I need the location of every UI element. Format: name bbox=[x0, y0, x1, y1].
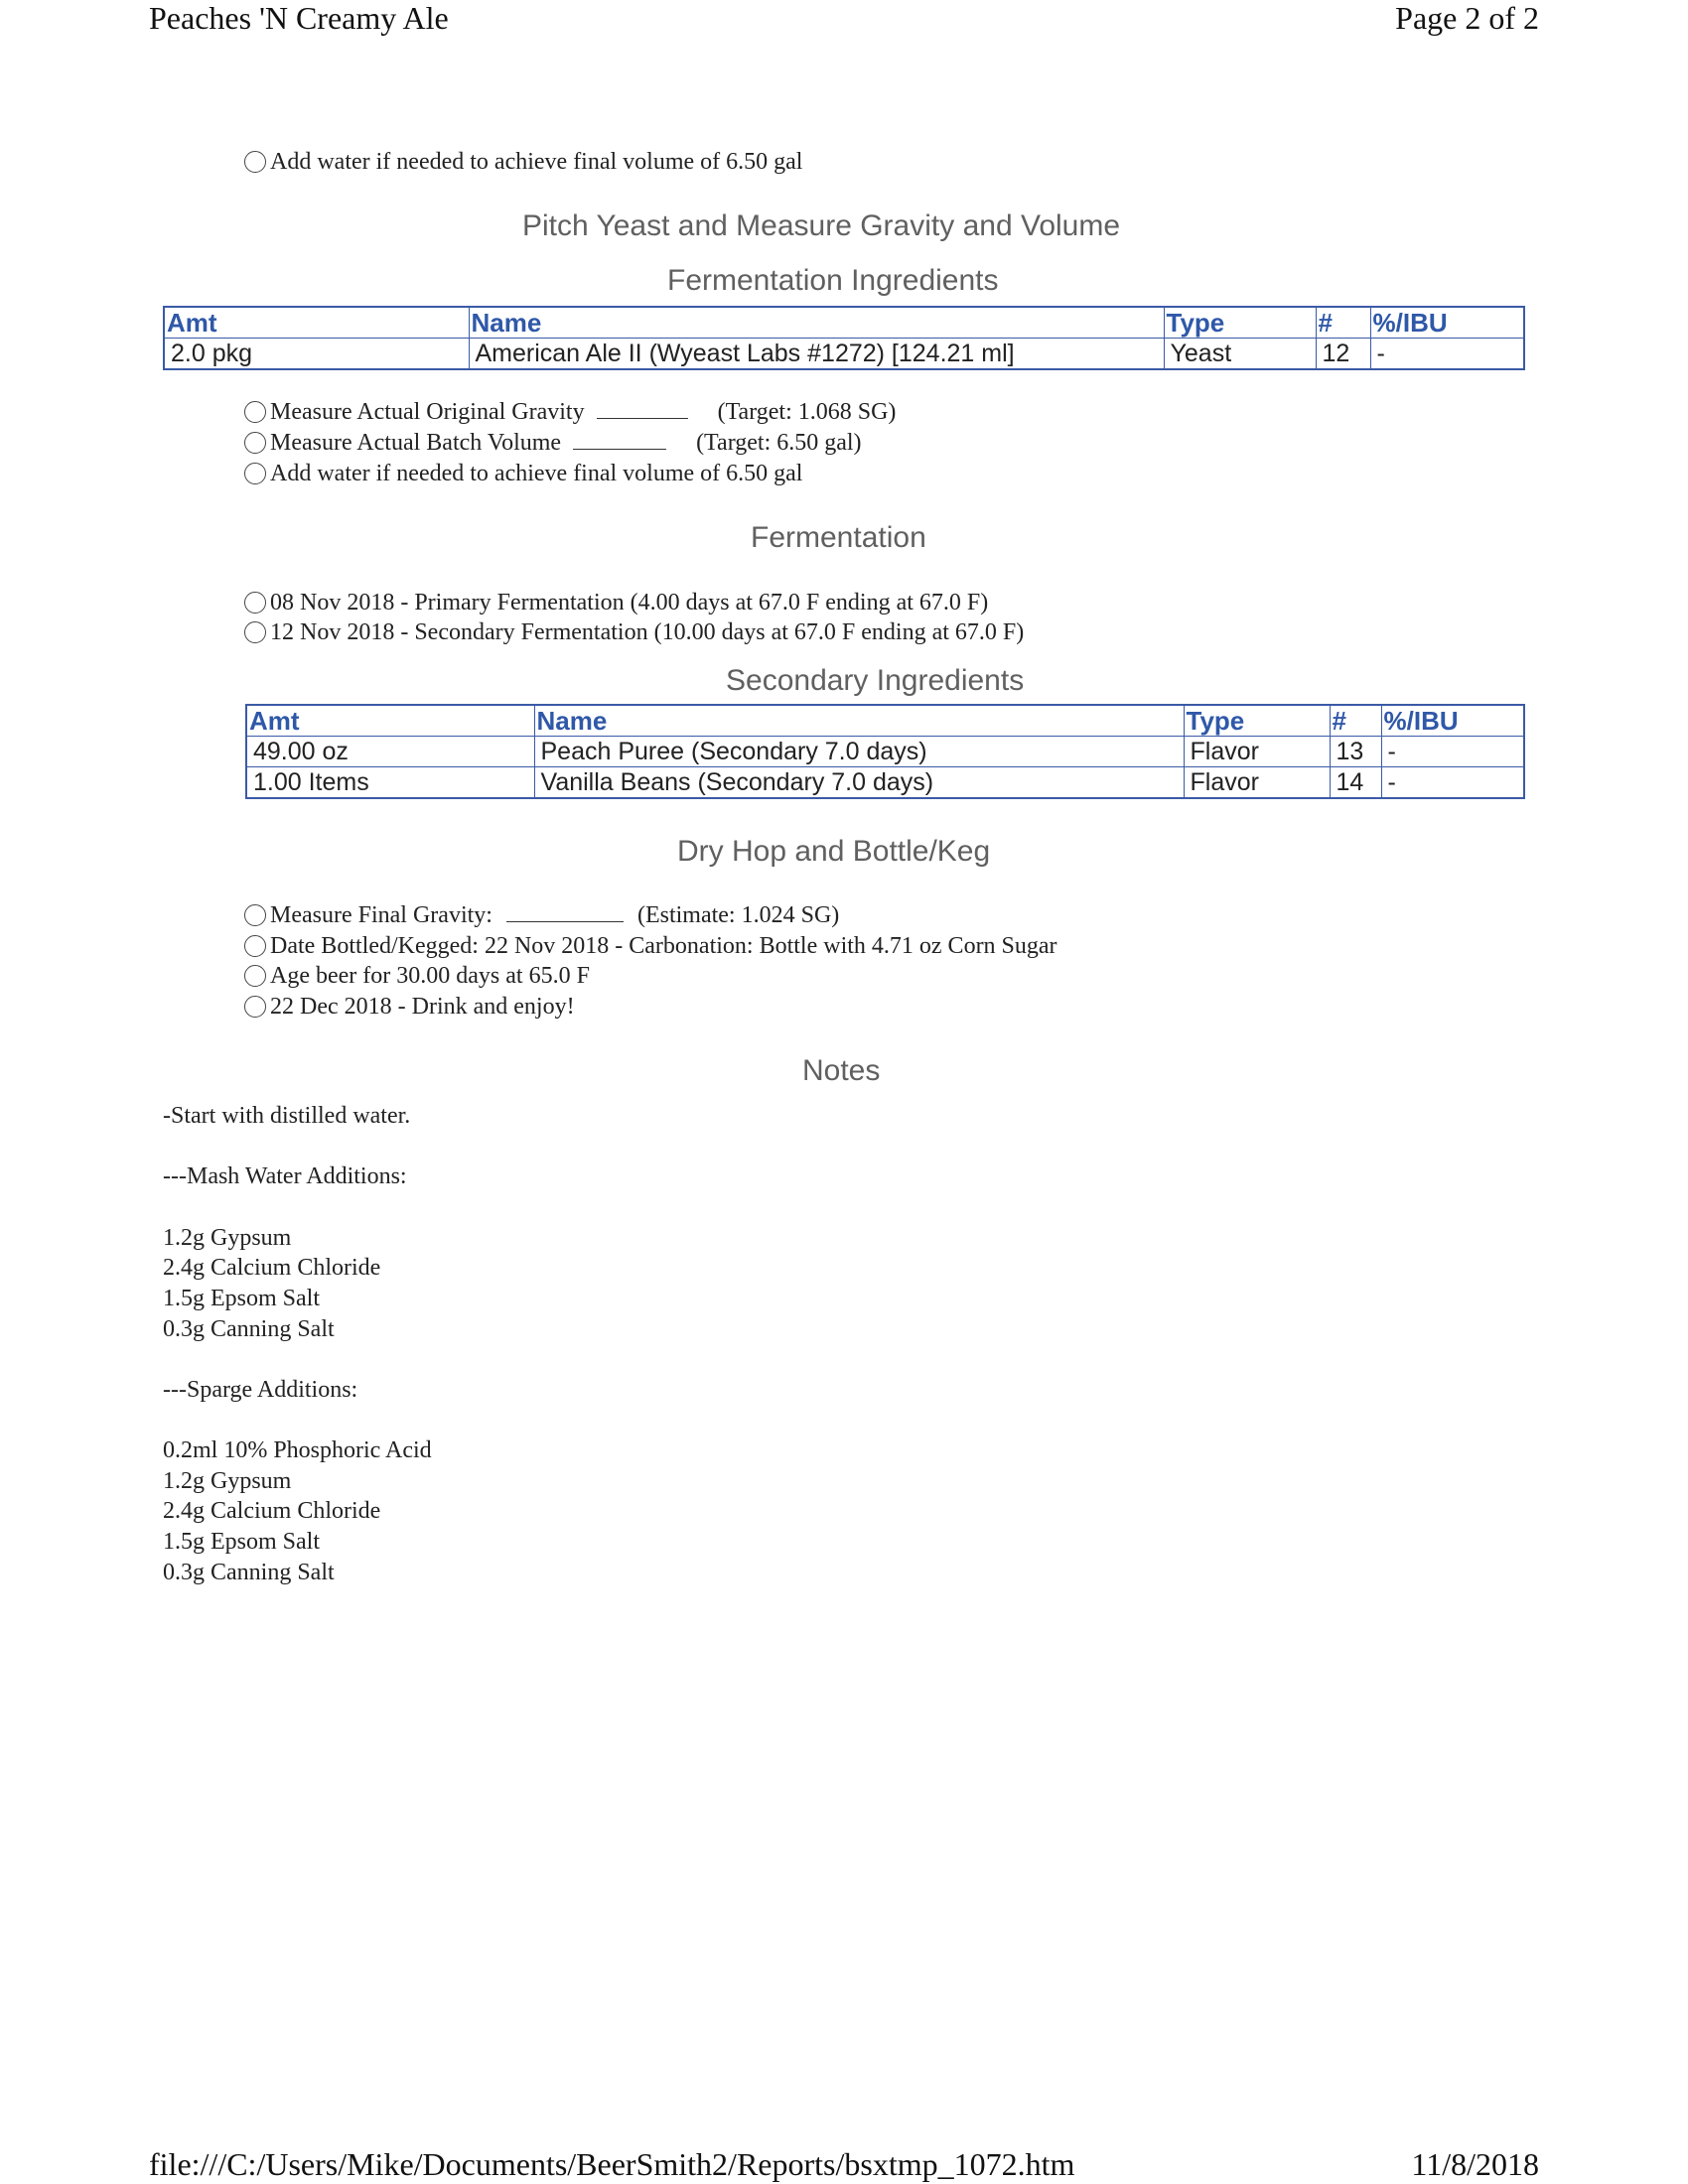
col-header-name: Name bbox=[469, 307, 1164, 339]
cell-amt: 2.0 pkg bbox=[164, 339, 469, 370]
step-label: Date Bottled/Kegged: 22 Nov 2018 - Carbonation: Bottle with 4.71 oz Corn Sugar bbox=[270, 933, 1057, 959]
step-label: 22 Dec 2018 - Drink and enjoy! bbox=[270, 994, 575, 1020]
step-label: Add water if needed to achieve final volume of 6.50 gal bbox=[270, 149, 803, 175]
step-label: 08 Nov 2018 - Primary Fermentation (4.00 days at 67.0 F ending at 67.0 F) bbox=[270, 590, 989, 615]
step-measure-volume bbox=[244, 428, 862, 458]
step-checkbox[interactable] bbox=[244, 621, 266, 643]
step-primary-fermentation bbox=[244, 588, 988, 617]
note-line: -Start with distilled water. bbox=[163, 1103, 411, 1129]
note-line: 1.5g Epsom Salt bbox=[163, 1529, 321, 1555]
step-label: Add water if needed to achieve final volume of 6.50 gal bbox=[270, 461, 803, 486]
step-checkbox[interactable] bbox=[244, 463, 266, 484]
step-target: (Target: 1.068 SG) bbox=[717, 399, 897, 425]
step-measure-fg bbox=[244, 900, 839, 930]
col-header-amt: Amt bbox=[164, 307, 469, 339]
step-checkbox[interactable] bbox=[244, 151, 266, 173]
cell-type: Flavor bbox=[1184, 767, 1330, 799]
cell-ibu: - bbox=[1381, 737, 1524, 767]
cell-number: 12 bbox=[1316, 339, 1370, 370]
step-drink bbox=[244, 992, 575, 1022]
note-line: 1.5g Epsom Salt bbox=[163, 1286, 321, 1311]
secondary-ingredients-table bbox=[245, 704, 1525, 799]
fermentation-ingredients-table bbox=[163, 306, 1525, 370]
note-line: 2.4g Calcium Chloride bbox=[163, 1498, 381, 1524]
note-line: 2.4g Calcium Chloride bbox=[163, 1255, 381, 1281]
col-header-number: # bbox=[1330, 705, 1381, 737]
step-add-water-top bbox=[244, 147, 802, 177]
step-measure-og bbox=[244, 397, 896, 427]
step-label: Age beer for 30.00 days at 65.0 F bbox=[270, 963, 590, 989]
step-secondary-fermentation bbox=[244, 617, 1024, 647]
col-header-ibu: %/IBU bbox=[1381, 705, 1524, 737]
step-checkbox[interactable] bbox=[244, 935, 266, 957]
step-label: Measure Actual Batch Volume bbox=[270, 430, 562, 456]
step-target: (Estimate: 1.024 SG) bbox=[636, 902, 840, 928]
step-label: Measure Final Gravity: bbox=[270, 902, 492, 928]
table-header-row bbox=[246, 705, 1524, 737]
cell-ibu: - bbox=[1381, 767, 1524, 799]
step-checkbox[interactable] bbox=[244, 996, 266, 1018]
cell-ibu: - bbox=[1370, 339, 1524, 370]
step-date-bottled bbox=[244, 931, 1057, 961]
note-line: 0.3g Canning Salt bbox=[163, 1560, 335, 1585]
document-title: Peaches 'N Creamy Ale bbox=[149, 0, 449, 36]
cell-name: American Ale II (Wyeast Labs #1272) [124.21 ml] bbox=[469, 339, 1164, 370]
step-label: Measure Actual Original Gravity bbox=[270, 399, 585, 425]
table-row bbox=[246, 737, 1524, 767]
table-row bbox=[246, 767, 1524, 799]
col-header-ibu: %/IBU bbox=[1370, 307, 1524, 339]
section-heading-pitch: Pitch Yeast and Measure Gravity and Volume bbox=[522, 209, 1121, 242]
col-header-type: Type bbox=[1164, 307, 1316, 339]
note-line: ---Sparge Additions: bbox=[163, 1377, 358, 1403]
step-checkbox[interactable] bbox=[244, 592, 266, 614]
section-heading-secondary-ingredients: Secondary Ingredients bbox=[726, 664, 1025, 697]
step-checkbox[interactable] bbox=[244, 965, 266, 987]
note-line: 0.2ml 10% Phosphoric Acid bbox=[163, 1437, 432, 1463]
section-heading-dry-hop: Dry Hop and Bottle/Keg bbox=[677, 835, 991, 868]
col-header-name: Name bbox=[534, 705, 1184, 737]
step-label: 12 Nov 2018 - Secondary Fermentation (10.00 days at 67.0 F ending at 67.0 F) bbox=[270, 619, 1025, 645]
note-line: 1.2g Gypsum bbox=[163, 1225, 292, 1251]
table-header-row bbox=[164, 307, 1524, 339]
note-line: ---Mash Water Additions: bbox=[163, 1163, 407, 1189]
step-age-beer bbox=[244, 961, 590, 991]
print-date: 11/8/2018 bbox=[1411, 2146, 1539, 2182]
note-line: 0.3g Canning Salt bbox=[163, 1316, 335, 1342]
col-header-amt: Amt bbox=[246, 705, 534, 737]
cell-name: Vanilla Beans (Secondary 7.0 days) bbox=[534, 767, 1184, 799]
step-add-water bbox=[244, 459, 802, 488]
volume-entry-blank[interactable] bbox=[573, 431, 666, 450]
col-header-type: Type bbox=[1184, 705, 1330, 737]
cell-amt: 49.00 oz bbox=[246, 737, 534, 767]
file-path: file:///C:/Users/Mike/Documents/BeerSmith2/Reports/bsxtmp_1072.htm bbox=[149, 2146, 1075, 2182]
step-checkbox[interactable] bbox=[244, 432, 266, 454]
table-row bbox=[164, 339, 1524, 370]
cell-name: Peach Puree (Secondary 7.0 days) bbox=[534, 737, 1184, 767]
cell-type: Flavor bbox=[1184, 737, 1330, 767]
section-heading-notes: Notes bbox=[802, 1054, 881, 1087]
note-line: 1.2g Gypsum bbox=[163, 1468, 292, 1494]
section-heading-fermentation: Fermentation bbox=[751, 521, 926, 554]
step-checkbox[interactable] bbox=[244, 401, 266, 423]
col-header-number: # bbox=[1316, 307, 1370, 339]
cell-amt: 1.00 Items bbox=[246, 767, 534, 799]
section-heading-fermentation-ingredients: Fermentation Ingredients bbox=[667, 264, 999, 297]
cell-number: 14 bbox=[1330, 767, 1381, 799]
fg-entry-blank[interactable] bbox=[506, 903, 624, 922]
step-checkbox[interactable] bbox=[244, 904, 266, 926]
page-number: Page 2 of 2 bbox=[1395, 0, 1539, 36]
step-target: (Target: 6.50 gal) bbox=[696, 430, 862, 456]
og-entry-blank[interactable] bbox=[597, 400, 688, 419]
cell-type: Yeast bbox=[1164, 339, 1316, 370]
cell-number: 13 bbox=[1330, 737, 1381, 767]
